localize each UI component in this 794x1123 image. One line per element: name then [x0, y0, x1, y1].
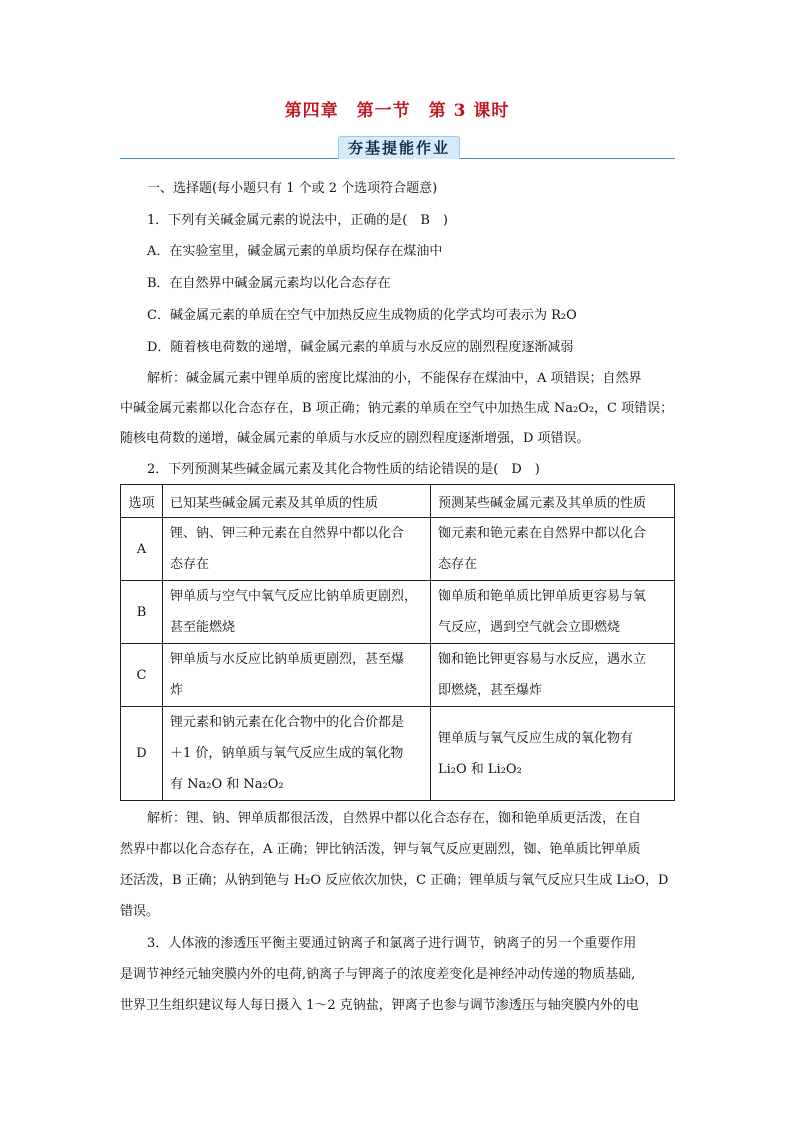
row-option: B	[121, 581, 163, 644]
q3-line: 是调节神经元轴突膜内外的电荷,钠离子与钾离子的浓度差变化是神经冲动传递的物质基础,	[120, 967, 636, 982]
header-option: 选项	[121, 485, 163, 518]
row-known: 钾单质与水反应比钠单质更剧烈，甚至爆 炸	[163, 644, 431, 707]
row-option: D	[121, 707, 163, 801]
q2-analysis-line: 错误。	[120, 904, 160, 919]
page-title: 第四章 第一节 第 3 课时	[284, 101, 510, 121]
row-predicted: 锂单质与氧气反应生成的氧化物有 Li₂O 和 Li₂O₂	[431, 707, 675, 801]
row-option: A	[121, 518, 163, 581]
table-header-row	[121, 485, 675, 518]
q1-option-d: D．随着核电荷数的递增，碱金属元素的单质与水反应的剧烈程度逐渐减弱	[147, 340, 574, 355]
row-known: 钾单质与空气中氧气反应比钠单质更剧烈， 甚至能燃烧	[163, 581, 431, 644]
row-known: 锂、钠、钾三种元素在自然界中都以化合 态存在	[163, 518, 431, 581]
q3-line: 3．人体液的渗透压平衡主要通过钠离子和氯离子进行调节，钠离子的另一个重要作用	[147, 936, 637, 951]
table-row	[121, 644, 675, 707]
q1-analysis-line: 中碱金属元素都以化合态存在，B 项正确；钠元素的单质在空气中加热生成 Na₂O₂，C 项错误；	[120, 401, 674, 416]
q2-analysis-line: 解析：锂、钠、钾单质都很活泼，自然界中都以化合态存在，铷和铯单质更活泼，在自	[147, 811, 642, 826]
row-option: C	[121, 644, 163, 707]
row-predicted: 铷单质和铯单质比钾单质更容易与氧 气反应，遇到空气就会立即燃烧	[431, 581, 675, 644]
row-predicted: 铷和铯比钾更容易与水反应，遇水立 即燃烧，甚至爆炸	[431, 644, 675, 707]
q1-option-c: C．碱金属元素的单质在空气中加热反应生成物质的化学式均可表示为 R₂O	[147, 308, 577, 323]
header-predicted: 预测某些碱金属元素及其单质的性质	[431, 485, 675, 518]
q2-stem: 2．下列预测某些碱金属元素及其化合物性质的结论错误的是( D )	[147, 462, 540, 477]
header-known: 已知某些碱金属元素及其单质的性质	[163, 485, 431, 518]
table-row	[121, 518, 675, 581]
row-predicted: 铷元素和铯元素在自然界中都以化合 态存在	[431, 518, 675, 581]
q1-analysis-line: 解析：碱金属元素中锂单质的密度比煤油的小，不能保存在煤油中，A 项错误；自然界	[147, 371, 642, 386]
q1-option-b: B．在自然界中碱金属元素均以化合态存在	[147, 276, 391, 291]
q2-analysis-line: 还活泼，B 正确；从钠到铯与 H₂O 反应依次加快，C 正确；锂单质与氧气反应只生成 Li₂O，D	[120, 873, 669, 888]
q2-analysis-line: 然界中都以化合态存在，A 正确；钾比钠活泼，钾与氧气反应更剧烈，铷、铯单质比钾单质	[120, 842, 641, 857]
table-row	[121, 581, 675, 644]
q3-line: 世界卫生组织建议每人每日摄入 1～2 克钠盐，钾离子也参与调节渗透压与轴突膜内外的电	[120, 998, 639, 1013]
q1-option-a: A．在实验室里，碱金属元素的单质均保存在煤油中	[147, 244, 443, 259]
q1-analysis-line: 随核电荷数的递增，碱金属元素的单质与水反应的剧烈程度逐渐增强，D 项错误。	[120, 431, 590, 446]
q2-table	[120, 484, 675, 801]
banner-label: 夯基提能作业	[338, 136, 460, 159]
row-known: 锂元素和钠元素在化合物中的化合价都是 ＋1 价，钠单质与氧气反应生成的氧化物 有 Na₂O 和 Na₂O₂	[163, 707, 431, 801]
section-heading: 一、选择题(每小题只有 1 个或 2 个选项符合题意)	[147, 181, 438, 196]
table-row	[121, 707, 675, 801]
q1-stem: 1．下列有关碱金属元素的说法中，正确的是( B )	[147, 213, 448, 228]
section-banner	[120, 136, 675, 160]
